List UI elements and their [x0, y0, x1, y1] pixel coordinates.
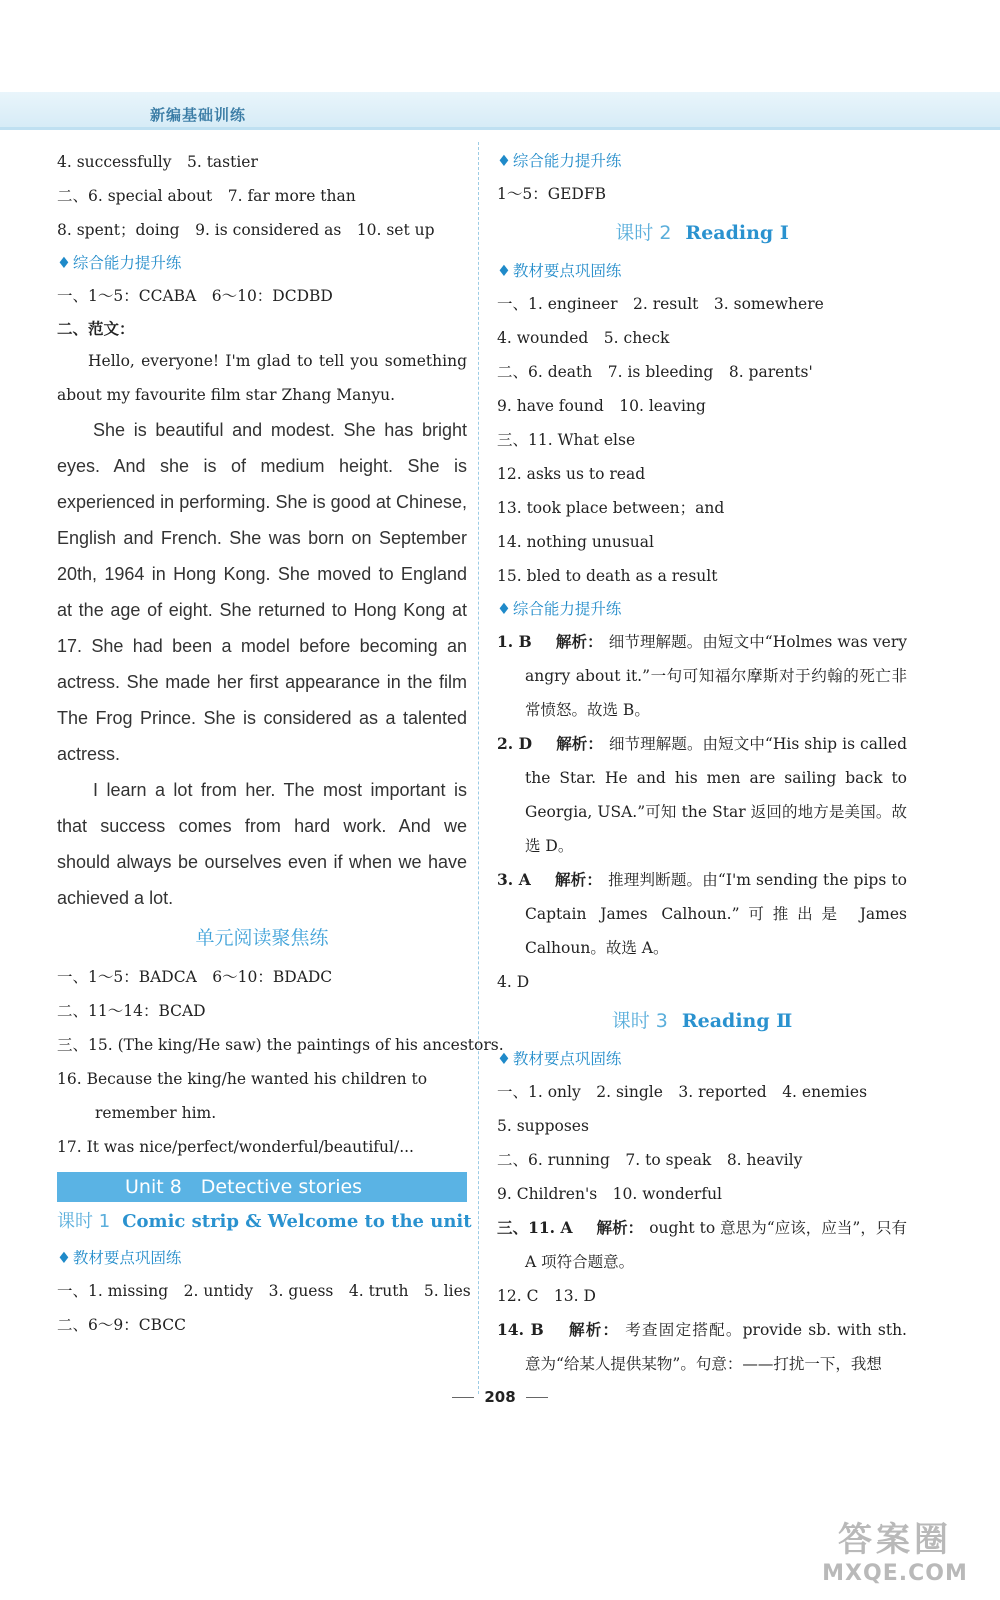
watermark-logo — [810, 1512, 980, 1592]
page-footer — [0, 1388, 1000, 1406]
diamond-icon: ♦ — [57, 1249, 71, 1267]
essay-paragraph: I learn a lot from her. The most important is that success comes from hard work. And we should always be ourselves even if when we have achieved a lot. — [57, 780, 467, 908]
diamond-icon: ♦ — [497, 152, 511, 170]
answer-line: 4. D — [497, 973, 530, 991]
question-explanation: 2. D 解析： 细节理解题。由短文中“His ship is called the Star. He and his men are sailing back to Georgia, USA.”可知 the Star 返回的地方是美国。故选 D。 — [497, 734, 907, 855]
diamond-icon: ♦ — [497, 262, 511, 280]
section-heading: ♦ 教材要点巩固练 — [497, 262, 622, 280]
answer-line: 1～5：GEDFB — [497, 185, 606, 203]
answer-line: 13. took place between；and — [497, 499, 725, 517]
answer-line: 12. asks us to read — [497, 465, 646, 483]
unit-title-bar: Unit 8 Detective stories — [57, 1172, 467, 1202]
answer-line: 一、1～5：BADCA 6～10：BDADC — [57, 968, 333, 986]
question-explanation: 1. B 解析： 细节理解题。由短文中“Holmes was very angry about it.”一句可知福尔摩斯对于约翰的死亡非常愤怒。故选 B。 — [497, 632, 907, 719]
answer-line: 二、6～9：CBCC — [57, 1316, 186, 1334]
section-title: 单元阅读聚焦练 — [195, 927, 329, 949]
answer-line: 8. spent；doing 9. is considered as 10. set up — [57, 221, 435, 239]
question-explanation: 三、11. A 解析： ought to 意思为“应该，应当”，只有 A 项符合题意。 — [497, 1218, 907, 1271]
section-heading: ♦ 教材要点巩固练 — [497, 1050, 622, 1068]
answer-line: 9. Children's 10. wonderful — [497, 1185, 723, 1203]
essay-paragraph: She is beautiful and modest. She has bright eyes. And she is of medium height. She is experienced in performing. She is good at Chinese, English and French. She was born on September 20th, 1964 in Hong Kong. She moved to England at the age of eight. She returned to Hong Kong at 17. She had been a model before becoming an actress. She made her first appearance in the film The Frog Prince. She is considered as a talented actress. — [57, 420, 467, 764]
answer-line: 三、15. (The king/He saw) the paintings of his ancestors. — [57, 1036, 504, 1054]
answer-line: remember him. — [95, 1104, 217, 1122]
answer-line: 17. It was nice/perfect/wonderful/beautiful/... — [57, 1138, 414, 1156]
diamond-icon: ♦ — [497, 600, 511, 618]
diamond-icon: ♦ — [497, 1050, 511, 1068]
answer-line: 二、6. death 7. is bleeding 8. parents' — [497, 363, 813, 381]
answer-line: 12. C 13. D — [497, 1287, 596, 1305]
footer-dash — [526, 1397, 548, 1398]
answer-line: 15. bled to death as a result — [497, 567, 718, 585]
answer-line: 5. supposes — [497, 1117, 589, 1135]
section-heading: ♦ 教材要点巩固练 — [57, 1249, 182, 1267]
footer-dash — [452, 1397, 474, 1398]
diamond-icon: ♦ — [57, 254, 71, 272]
answer-line: 二、6. running 7. to speak 8. heavily — [497, 1151, 803, 1169]
answer-line: 9. have found 10. leaving — [497, 397, 706, 415]
left-column — [57, 145, 504, 1342]
essay-paragraph: Hello, everyone! I'm glad to tell you something about my favourite film star Zhang Manyu. — [57, 352, 467, 404]
answer-line: 一、1. only 2. single 3. reported 4. enemies — [497, 1083, 868, 1101]
lesson-heading: 课时 1 Comic strip & Welcome to the unit — [57, 1211, 472, 1232]
answer-line: 一、1. missing 2. untidy 3. guess 4. truth 5. lies — [57, 1282, 471, 1300]
answer-line: 二、6. special about 7. far more than — [57, 187, 356, 205]
lesson-heading: 课时 2 Reading Ⅰ — [615, 222, 789, 244]
answer-line: 4. successfully 5. tastier — [57, 153, 258, 171]
lesson-heading: 课时 3 Reading Ⅱ — [611, 1010, 793, 1032]
answer-line: 二、11～14：BCAD — [57, 1002, 206, 1020]
header-title: 新编基础训练 — [150, 106, 247, 124]
essay-label: 二、范文： — [57, 320, 135, 338]
answer-line: 16. Because the king/he wanted his children to — [57, 1070, 428, 1088]
section-heading: ♦ 综合能力提升练 — [497, 152, 622, 170]
section-heading: ♦ 综合能力提升练 — [57, 254, 182, 272]
watermark-url: MXQE.COM — [822, 1561, 968, 1586]
section-heading: ♦ 综合能力提升练 — [497, 600, 622, 618]
question-explanation: 14. B 解析： 考查固定搭配。provide sb. with sth. 意为“给某人提供某物”。句意：——打扰一下，我想 — [497, 1320, 907, 1373]
right-column — [497, 145, 907, 1381]
watermark-text: 答案圈 — [838, 1520, 952, 1560]
page-number: 208 — [484, 1388, 516, 1406]
answer-line: 14. nothing unusual — [497, 533, 654, 551]
answer-line: 一、1. engineer 2. result 3. somewhere — [497, 295, 824, 313]
column-divider — [478, 142, 479, 1394]
question-explanation: 3. A 解析： 推理判断题。由“I'm sending the pips to Captain James Calhoun.”可推出是 James Calhoun。故选 A。 — [497, 870, 907, 957]
answer-line: 三、11. What else — [497, 431, 636, 449]
answer-line: 4. wounded 5. check — [497, 329, 670, 347]
answer-line: 一、1～5：CCABA 6～10：DCDBD — [57, 287, 333, 305]
